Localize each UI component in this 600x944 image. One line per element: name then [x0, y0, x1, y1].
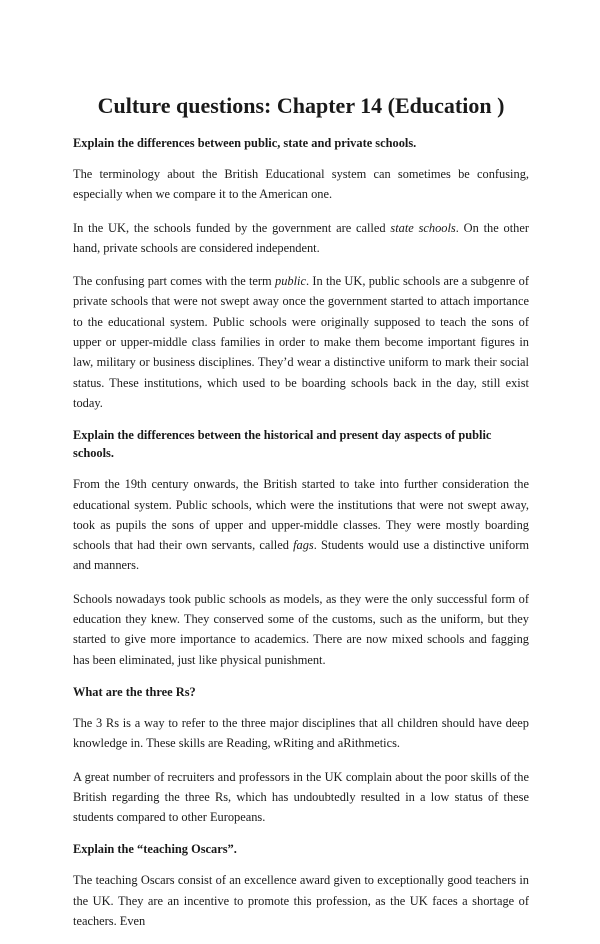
- text-run: . In the UK, public schools are a subgenre of private schools that were not swept away once the government started to attach importance to the educational system. Public schools were originally supposed to teach the sons of upper or upper-middle class families in order to make them become important figures in law, military or business disciplines. They’d wear a distinctive uniform to mark their social status. These institutions, which used to be boarding schools back in the day, still exist today.: [73, 274, 530, 410]
- paragraph: [73, 218, 529, 259]
- question-heading: Explain the differences between the historical and present day aspects of public schools.: [73, 428, 492, 461]
- document-page: [73, 92, 529, 944]
- question-heading: What are the three Rs?: [73, 684, 196, 699]
- page-title: Culture questions: Chapter 14 (Education ): [97, 93, 505, 118]
- paragraph: [73, 271, 529, 413]
- paragraph: Schools nowadays took public schools as models, as they were the only successful form of education they knew. They conserved some of the customs, such as the uniform, but they started to give more importance to academics. There are now mixed schools and fagging has been eliminated, just like physical punishment.: [73, 591, 529, 667]
- text-run: From the 19th century onwards, the British started to take into further consideration the educational system. Public schools, which were the institutions that were not swept away, took as pupils the sons of upper and upper-middle classes. They were mostly boarding schools that had their own servants, called: [73, 477, 529, 553]
- text-run: In the UK, the schools funded by the government are called: [73, 220, 391, 235]
- paragraph: The terminology about the British Educational system can sometimes be confusing, especially when we compare it to the American one.: [73, 167, 529, 202]
- paragraph: A great number of recruiters and professors in the UK complain about the poor skills of the British regarding the three Rs, which has undoubtedly resulted in a low status of these students compared to other Europeans.: [73, 769, 529, 825]
- paragraph: The 3 Rs is a way to refer to the three major disciplines that all children should have deep knowledge in. These skills are Reading, wRiting and aRithmetics.: [73, 715, 529, 751]
- paragraph: The teaching Oscars consist of an excellence award given to exceptionally good teachers in the UK. They are an incentive to promote this profession, as the UK faces a shortage of teachers. Even: [73, 873, 529, 929]
- emphasis-text: state schools: [390, 220, 456, 235]
- text-run: . Students would use a distinctive uniform and manners.: [73, 538, 529, 573]
- text-run: . On the other hand, private schools are considered independent.: [73, 220, 529, 255]
- question-heading: Explain the “teaching Oscars”.: [73, 842, 237, 857]
- paragraph: [73, 474, 529, 575]
- emphasis-text: public: [275, 274, 306, 289]
- emphasis-text: fags: [293, 538, 314, 553]
- question-heading: Explain the differences between public, state and private schools.: [73, 136, 417, 150]
- text-run: The confusing part comes with the term: [73, 274, 275, 289]
